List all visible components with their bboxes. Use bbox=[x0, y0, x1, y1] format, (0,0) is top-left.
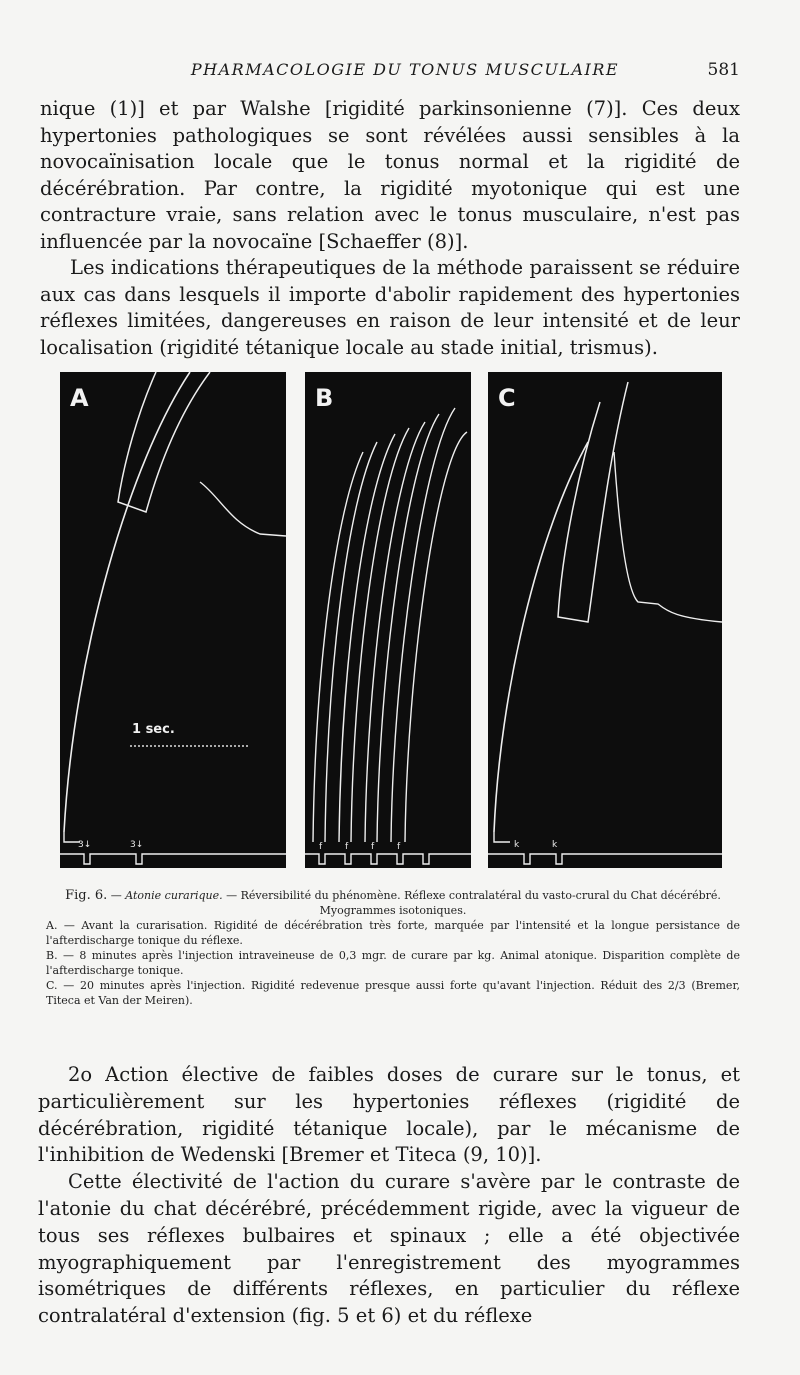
figure-6 bbox=[60, 372, 722, 868]
panel-b bbox=[305, 372, 471, 868]
panel-c bbox=[488, 372, 722, 868]
running-header bbox=[50, 56, 740, 86]
paragraph-top-line1: nique (1)] et par Walshe [rigidité parkinsonienne (7)]. Ces deux hypertonies pathologiques se sont révélées aussi sensibles à la novocaïnisation locale que le tonus normal et la rigidité de décérébration. Par contre, la rigidité myotonique qui est une contracture vraie, sans relation avec le tonus musculaire, n'est pas influencée par la novocaïne [Schaeffer (8)]. bbox=[40, 97, 740, 253]
afterdischarge-trace bbox=[614, 452, 722, 622]
panel-c-traces bbox=[488, 372, 722, 868]
caption-line-a: A. — Avant la curarisation. Rigidité de décérébration très forte, marquée par l'intensité et la longue persistance de l'afterdischarge tonique du réflexe. bbox=[46, 919, 740, 947]
stim-mark: k bbox=[552, 840, 558, 850]
panel-b-label: B bbox=[315, 384, 334, 412]
caption-line-b: B. — 8 minutes après l'injection intraveineuse de 0,3 mgr. de curare par kg. Animal atonique. Disparition complète de l'afterdischarge tonique. bbox=[46, 949, 740, 977]
stim-mark: 3↓ bbox=[130, 840, 144, 850]
caption-title: Fig. 6. — Atonie curarique. — Réversibilité du phénomène. Réflexe contralatéral du vasto-crural du Chat décérébré. Myogrammes isotoniques. bbox=[65, 888, 721, 917]
stim-mark: f bbox=[345, 842, 349, 852]
afterdischarge-trace bbox=[200, 482, 286, 536]
signal-line bbox=[305, 854, 471, 864]
panel-b-traces bbox=[305, 372, 471, 868]
panel-a bbox=[60, 372, 286, 868]
caption-line-c: C. — 20 minutes après l'injection. Rigidité redevenue presque aussi forte qu'avant l'injection. Réduit des 2/3 (Bremer, Titeca et Van der Meiren). bbox=[46, 979, 740, 1007]
stim-mark: k bbox=[514, 840, 520, 850]
panel-a-label: A bbox=[70, 384, 89, 412]
stim-mark: f bbox=[397, 842, 401, 852]
scale-label: 1 sec. bbox=[132, 722, 175, 737]
stim-mark: f bbox=[371, 842, 375, 852]
signal-line bbox=[488, 854, 722, 864]
running-title: PHARMACOLOGIE DU TONUS MUSCULAIRE bbox=[190, 60, 620, 79]
paragraph-bottom bbox=[38, 1062, 740, 1330]
panel-c-label: C bbox=[498, 384, 516, 412]
paragraph-bottom-line1: 2o Action élective de faibles doses de curare sur le tonus, et particulièrement sur les hypertonies réflexes (rigidité de décérébration, rigidité tétanique locale), par le mécanisme de l'inhibition de Wedenski [Bremer et Titeca (9, 10)]. bbox=[38, 1063, 740, 1167]
figure-caption bbox=[46, 888, 740, 1008]
panel-a-traces bbox=[60, 372, 286, 868]
paragraph-bottom-line2: Cette électivité de l'action du curare s'avère par le contraste de l'atonie du chat décérébré, précédemment rigide, avec la vigueur de tous ses réflexes bulbaires et spinaux ; elle a été objectivée myographiquement par l'enregistrement des myogrammes isométriques de différents réflexes, en particulier du réflexe contralatéral d'extension (fig. 5 et 6) et du réflexe bbox=[38, 1170, 740, 1328]
signal-line bbox=[60, 854, 286, 864]
page-number: 581 bbox=[707, 60, 740, 80]
myogram-trace-reflex bbox=[118, 372, 210, 512]
paragraph-top bbox=[40, 96, 740, 361]
stim-mark: f bbox=[319, 842, 323, 852]
stim-mark: 3↓ bbox=[78, 840, 92, 850]
paragraph-top-line2: Les indications thérapeutiques de la méthode paraissent se réduire aux cas dans lesquels il importe d'abolir rapidement des hypertonies réflexes limitées, dangereuses en raison de leur intensité et de leur localisation (rigidité tétanique locale au stade initial, trismus). bbox=[40, 256, 740, 359]
